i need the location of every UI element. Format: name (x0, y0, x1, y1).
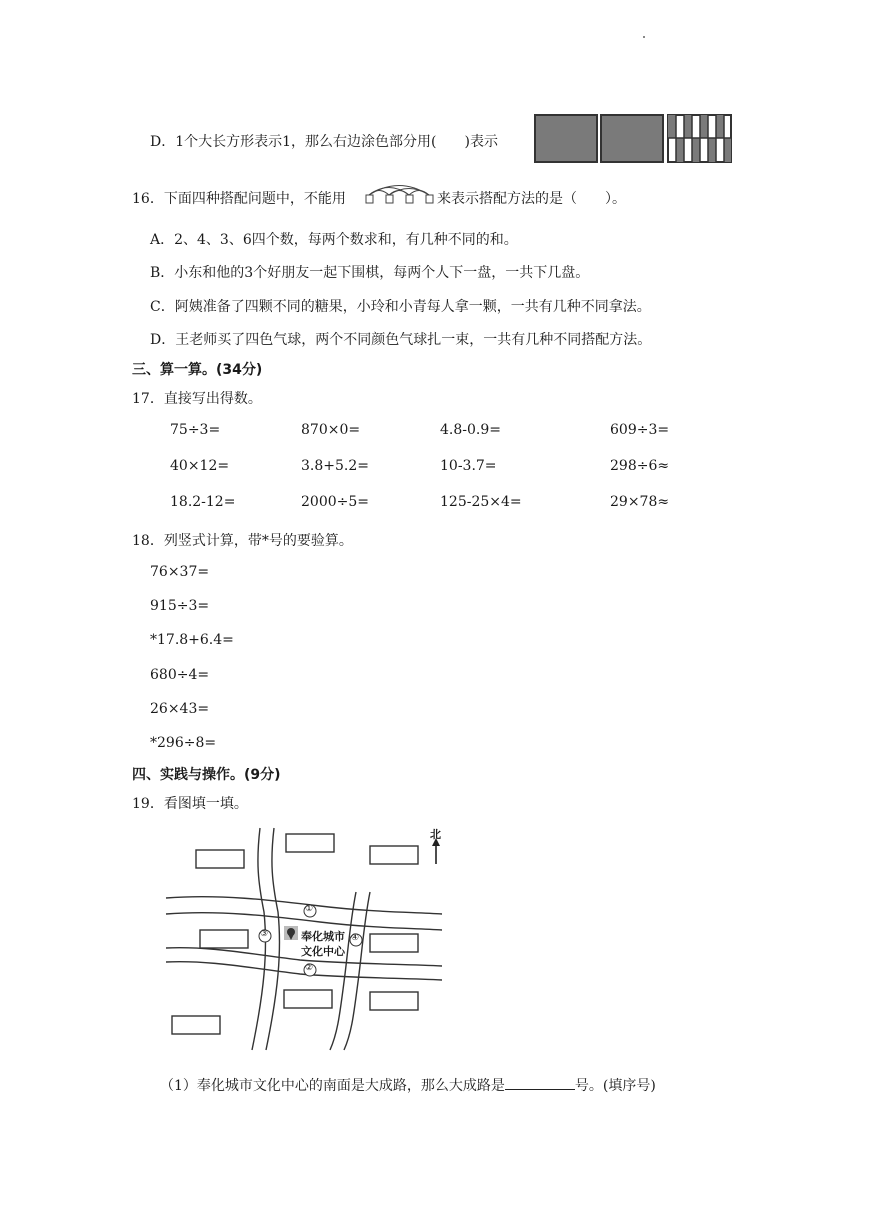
calc-item: 4.8-0.9= (440, 422, 501, 438)
map-block (200, 930, 248, 948)
q15-fraction-figure (534, 114, 734, 164)
calc-item: 2000÷5= (301, 494, 369, 510)
center-label-line2: 文化中心 (301, 945, 345, 958)
q19-sub1 (160, 1075, 656, 1095)
q16-stem-after: 来表示搭配方法的是（ ）。 (437, 191, 626, 207)
calc-item: 75÷3= (170, 422, 221, 438)
q16-stem-before: 16．下面四种搭配问题中，不能用 (132, 191, 346, 207)
q15-option-d: D．1个大长方形表示1，那么右边涂色部分用( )表示 (150, 134, 498, 150)
q16-option-c: C．阿姨准备了四颗不同的糖果，小玲和小青每人拿一颗，一共有几种不同拿法。 (150, 299, 651, 315)
q19-sub1-text-before: （1）奉化城市文化中心的南面是大成路，那么大成路是 (160, 1078, 505, 1094)
shaded-rectangle-1 (535, 115, 597, 162)
calc-item: 125-25×4= (440, 494, 522, 510)
map-block (286, 834, 334, 852)
location-pin-icon (284, 926, 298, 940)
vertical-calc-item: 680÷4= (150, 667, 210, 683)
road-label-4: ④ (351, 933, 360, 943)
center-label-line1: 奉化城市 (301, 930, 345, 943)
map-block (284, 990, 332, 1008)
calc-item: 10-3.7= (440, 458, 497, 474)
vertical-calc-item: 915÷3= (150, 598, 210, 614)
map-block (370, 992, 418, 1010)
calc-item: 18.2-12= (170, 494, 236, 510)
vertical-calc-item: *296÷8= (150, 735, 217, 751)
q16-option-d: D．王老师买了四色气球，两个不同颜色气球扎一束，一共有几种不同搭配方法。 (150, 332, 652, 348)
road-4 (330, 892, 356, 1050)
road-label-3: ③ (260, 929, 269, 939)
map-block (196, 850, 244, 868)
q18-stem: 18．列竖式计算，带*号的要验算。 (132, 533, 353, 549)
road-label-2: ② (305, 963, 314, 973)
q19-stem: 19．看图填一填。 (132, 796, 248, 812)
calc-item: 3.8+5.2= (301, 458, 369, 474)
road-label-1: ① (305, 904, 314, 914)
map-block (370, 934, 418, 952)
page-dot (643, 36, 645, 38)
vertical-calc-item: 26×43= (150, 701, 210, 717)
north-label: 北 (430, 828, 441, 841)
section4-heading: 四、实践与操作。(9分) (132, 767, 281, 783)
q17-stem: 17．直接写出得数。 (132, 391, 262, 407)
calc-item: 609÷3= (610, 422, 670, 438)
calc-item: 298÷6≈ (610, 458, 670, 474)
pairing-diagram (364, 180, 436, 206)
q16-option-a: A．2、4、3、6四个数，每两个数求和，有几种不同的和。 (150, 232, 518, 248)
map-block (370, 846, 418, 864)
partial-shaded-grid (668, 115, 731, 162)
calc-item: 29×78≈ (610, 494, 670, 510)
q19-sub1-text-after: 号。(填序号) (574, 1078, 656, 1094)
section3-heading: 三、算一算。(34分) (132, 362, 263, 378)
q16-option-b: B．小东和他的3个好朋友一起下围棋，每两个人下一盘，一共下几盘。 (150, 265, 590, 281)
map-block (172, 1016, 220, 1034)
answer-blank[interactable] (505, 1075, 575, 1090)
calc-item: 40×12= (170, 458, 230, 474)
vertical-calc-item: *17.8+6.4= (150, 632, 234, 648)
shaded-rectangle-2 (601, 115, 663, 162)
vertical-calc-item: 76×37= (150, 564, 210, 580)
calc-item: 870×0= (301, 422, 361, 438)
